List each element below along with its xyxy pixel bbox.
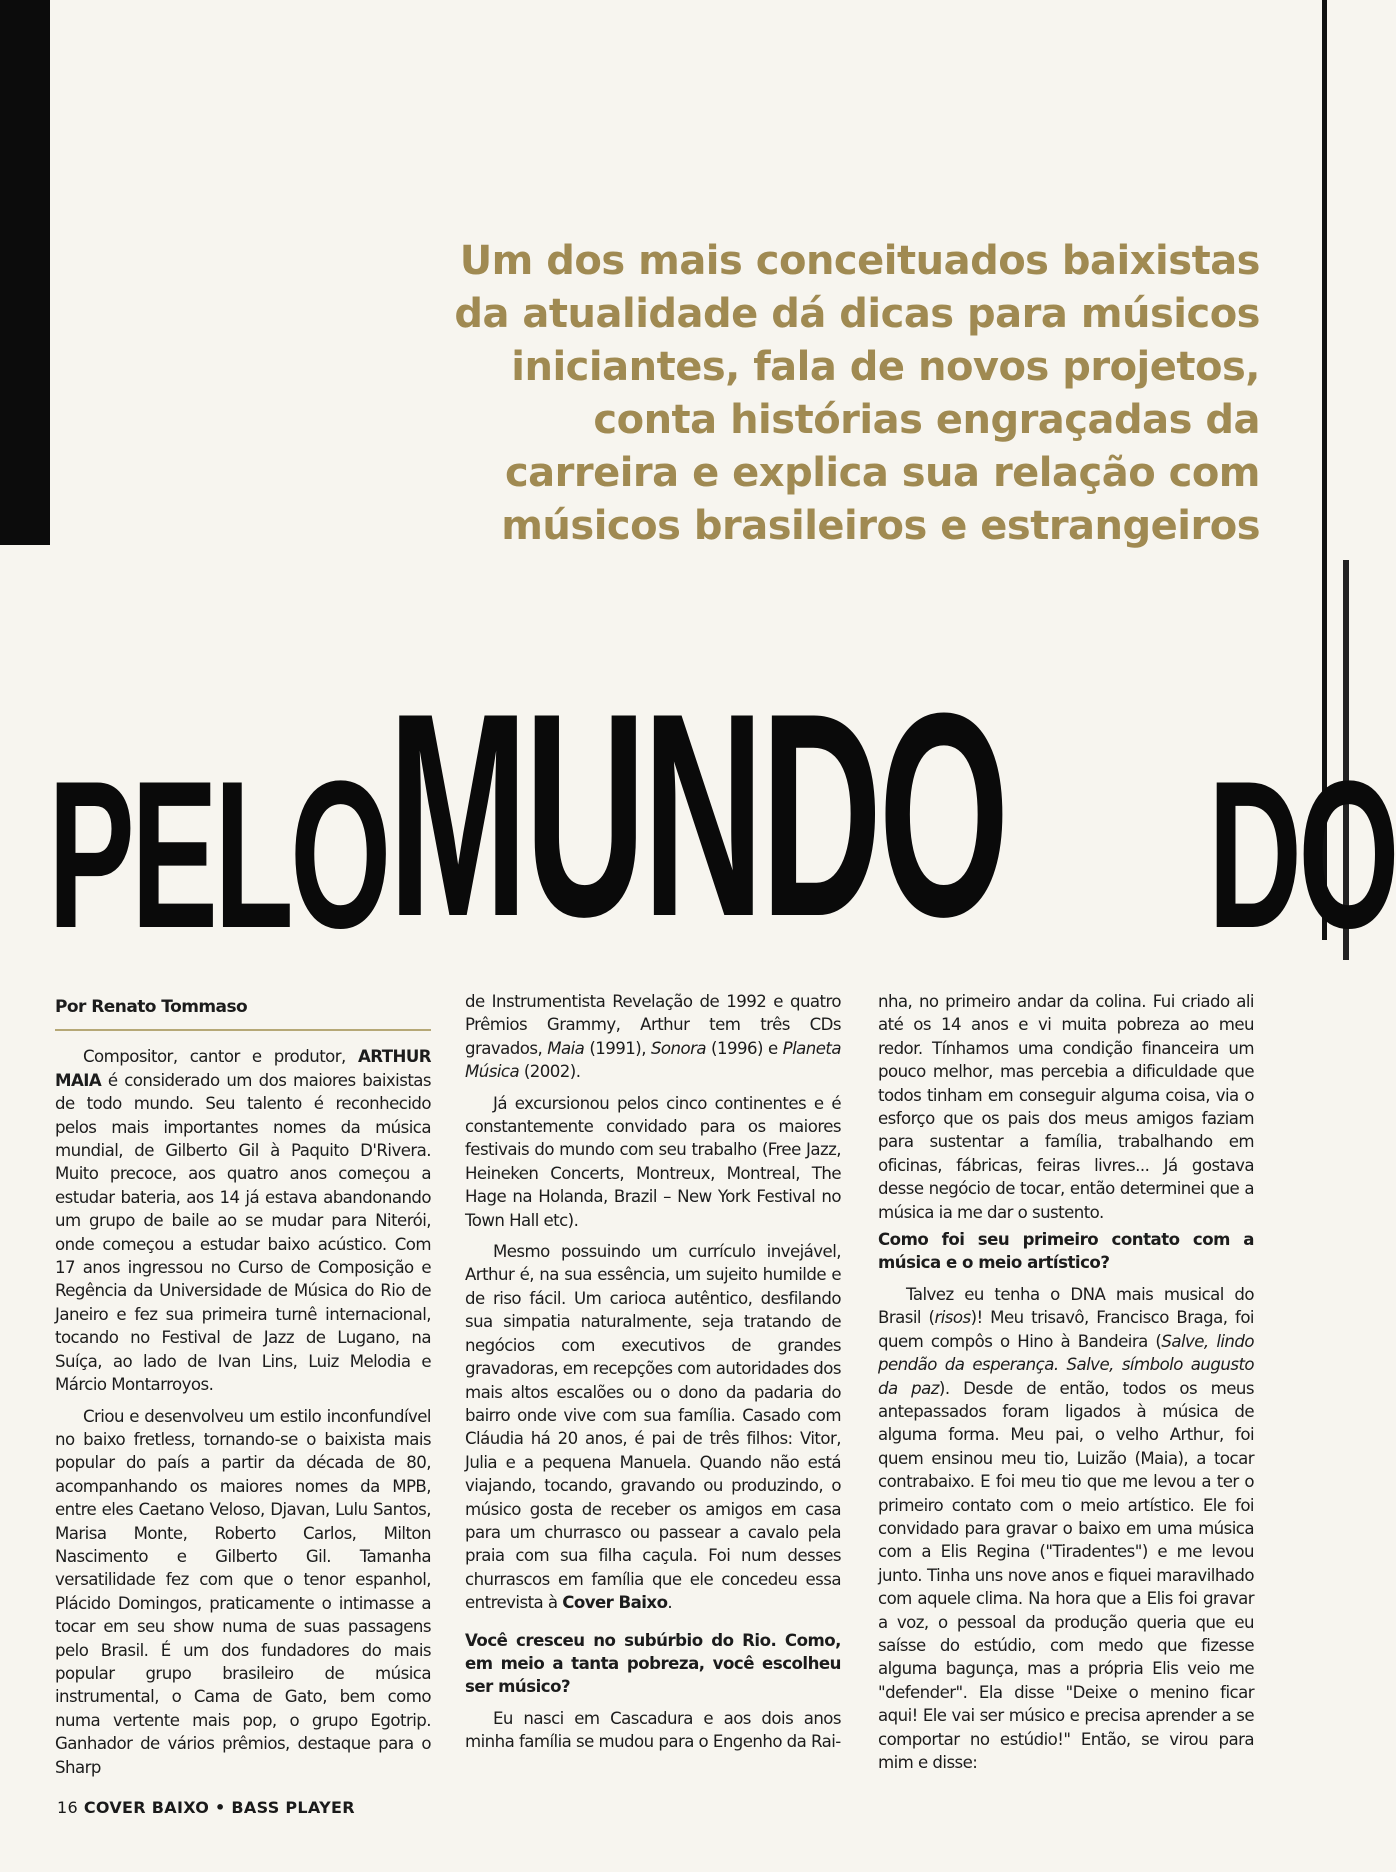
- article-deck: [440, 235, 1260, 553]
- headline-word-pelo: PELO: [48, 737, 388, 972]
- interview-question: Como foi seu primeiro contato com a música e o meio artístico?: [878, 1230, 1254, 1273]
- left-black-bar: [0, 0, 50, 545]
- page-number: 16: [57, 1798, 78, 1817]
- interview-answer: Talvez eu tenha o DNA mais musical do Brasil (risos)! Meu trisavô, Francisco Braga, foi quem compôs o Hino à Bandeira (Salve, lindo pendão da esperança. Salve, símbolo augusto da paz). Desde de então, todos os meus antepassados foram ligados à música de alguma forma. Meu pai, o velho Arthur, foi quem ensinou meu tio, Luizão (Maia), a tocar contrabaixo. E foi meu tio que me levou a ter o primeiro contato com o meio artístico. Ele foi convidado para gravar o baixo em uma música com a Elis Regina ("Tiradentes") e me levou junto. Tinha uns nove anos e fiquei maravilhado com aquele clima. Na hora que a Elis foi gravar a voz, o pessoal da produção queria que eu saísse do estúdio, com medo que fizesse alguma bagunça, mas a própria Elis veio me "defender". Ela disse "Deixe o menino ficar aqui! Ele vai ser músico e precisa aprender a se comportar no estúdio!" Então, se virou para mim e disse:: [878, 1284, 1254, 1772]
- paragraph: Já excursionou pelos cinco continentes e é constantemente convidado para os maiores festivais do mundo com seu trabalho (Free Jazz, Heineken Concerts, Montreux, Montreal, The Hage na Holanda, Brazil – New York Festival no Town Hall etc).: [465, 1093, 841, 1230]
- headline-word-mundo: MUNDO: [388, 653, 1006, 977]
- paragraph: Mesmo possuindo um currículo invejável, Arthur é, na sua essência, um sujeito humilde e de riso fácil. Um carioca autêntico, desfilando sua simpatia naturalmente, seja tratando de negócios com executivos de grandes gravadoras, em recepções com autoridades dos mais altos escalões ou o dono da padaria do bairro onde vive com sua família. Casado com Cláudia há 20 anos, é pai de três filhos: Vitor, Julia e a pequena Manuela. Quando não está viajando, tocando, gravando ou produzindo, o músico gosta de receber os amigos em casa para um churrasco ou passear a cavalo pela praia com sua filha caçula. Foi num desses churrascos em família que ele concedeu essa entrevista à Cover Baixo.: [465, 1242, 841, 1613]
- article-column-2: [465, 990, 841, 1754]
- headline-word-do: DO: [1208, 737, 1396, 972]
- interview-answer: Eu nasci em Cascadura e aos dois anos minha família se mudou para o Engenho da Rai-: [465, 1708, 841, 1752]
- deck-line: carreira e explica sua relação com: [504, 450, 1260, 496]
- subject-name: ARTHUR MAIA: [55, 1047, 431, 1090]
- article-column-1: [55, 990, 431, 1779]
- interview-answer: nha, no primeiro andar da colina. Fui criado ali até os 14 anos e vi muita pobreza ao meu redor. Tínhamos uma condição financeira um pouco melhor, mas percebia a dificuldade que todos tinham em conseguir alguma coisa, via o esforço que os pais dos meus amigos faziam para sustentar a família, trabalhando em oficinas, fábricas, feiras livres... Já gostava desse negócio de tocar, então determinei que a música ia me dar o sustento.: [878, 992, 1254, 1222]
- paragraph: Criou e desenvolveu um estilo inconfundível no baixo fretless, tornando-se o baixista mais popular do país a partir da década de 80, acompanhando os maiores nomes da MPB, entre eles Caetano Veloso, Djavan, Lulu Santos, Marisa Monte, Roberto Carlos, Milton Nascimento e Gilberto Gil. Tamanha versatilidade fez com que o tenor espanhol, Plácido Domingos, praticamente o intimasse a tocar em seu show numa de suas passagens pelo Brasil. É um dos fundadores do mais popular grupo brasileiro de música instrumental, o Cama de Gato, bem como numa vertente mais pop, o grupo Egotrip. Ganhador de vários prêmios, destaque para o Sharp: [55, 1406, 431, 1777]
- deck-line: da atualidade dá dicas para músicos: [454, 291, 1260, 337]
- paragraph: de Instrumentista Revelação de 1992 e quatro Prêmios Grammy, Arthur tem três CDs gravados, Maia (1991), Sonora (1996) e Planeta Música (2002).: [465, 992, 841, 1082]
- deck-line: músicos brasileiros e estrangeiros: [501, 503, 1260, 549]
- magazine-name: Cover Baixo: [562, 1593, 668, 1613]
- headline: [48, 653, 1396, 980]
- deck-line: iniciantes, fala de novos projetos,: [511, 344, 1260, 390]
- byline: Por Renato Tommaso: [55, 996, 431, 1031]
- paragraph: Compositor, cantor e produtor, ARTHUR MAIA é considerado um dos maiores baixistas de todo mundo. Seu talento é reconhecido pelos mais importantes nomes da música mundial, de Gilberto Gil à Paquito D'Rivera. Muito precoce, aos quatro anos começou a estudar bateria, aos 14 já estava abandonando um grupo de baile ao se mudar para Niterói, onde começou a estudar baixo acústico. Com 17 anos ingressou no Curso de Composição e Regência da Universidade de Música do Rio de Janeiro e fez sua primeira turnê internacional, tocando no Festival de Jazz de Lugano, na Suíça, ao lado de Ivan Lins, Luiz Melodia e Márcio Montarroyos.: [55, 1047, 431, 1395]
- page-folio: [57, 1798, 355, 1817]
- magazine-title: COVER BAIXO • BASS PLAYER: [83, 1798, 355, 1817]
- deck-line: conta histórias engraçadas da: [593, 397, 1260, 443]
- interview-question: Você cresceu no subúrbio do Rio. Como, em meio a tanta pobreza, você escolheu ser músico?: [465, 1630, 841, 1697]
- deck-line: Um dos mais conceituados baixistas: [459, 238, 1260, 284]
- article-column-3: [878, 990, 1254, 1774]
